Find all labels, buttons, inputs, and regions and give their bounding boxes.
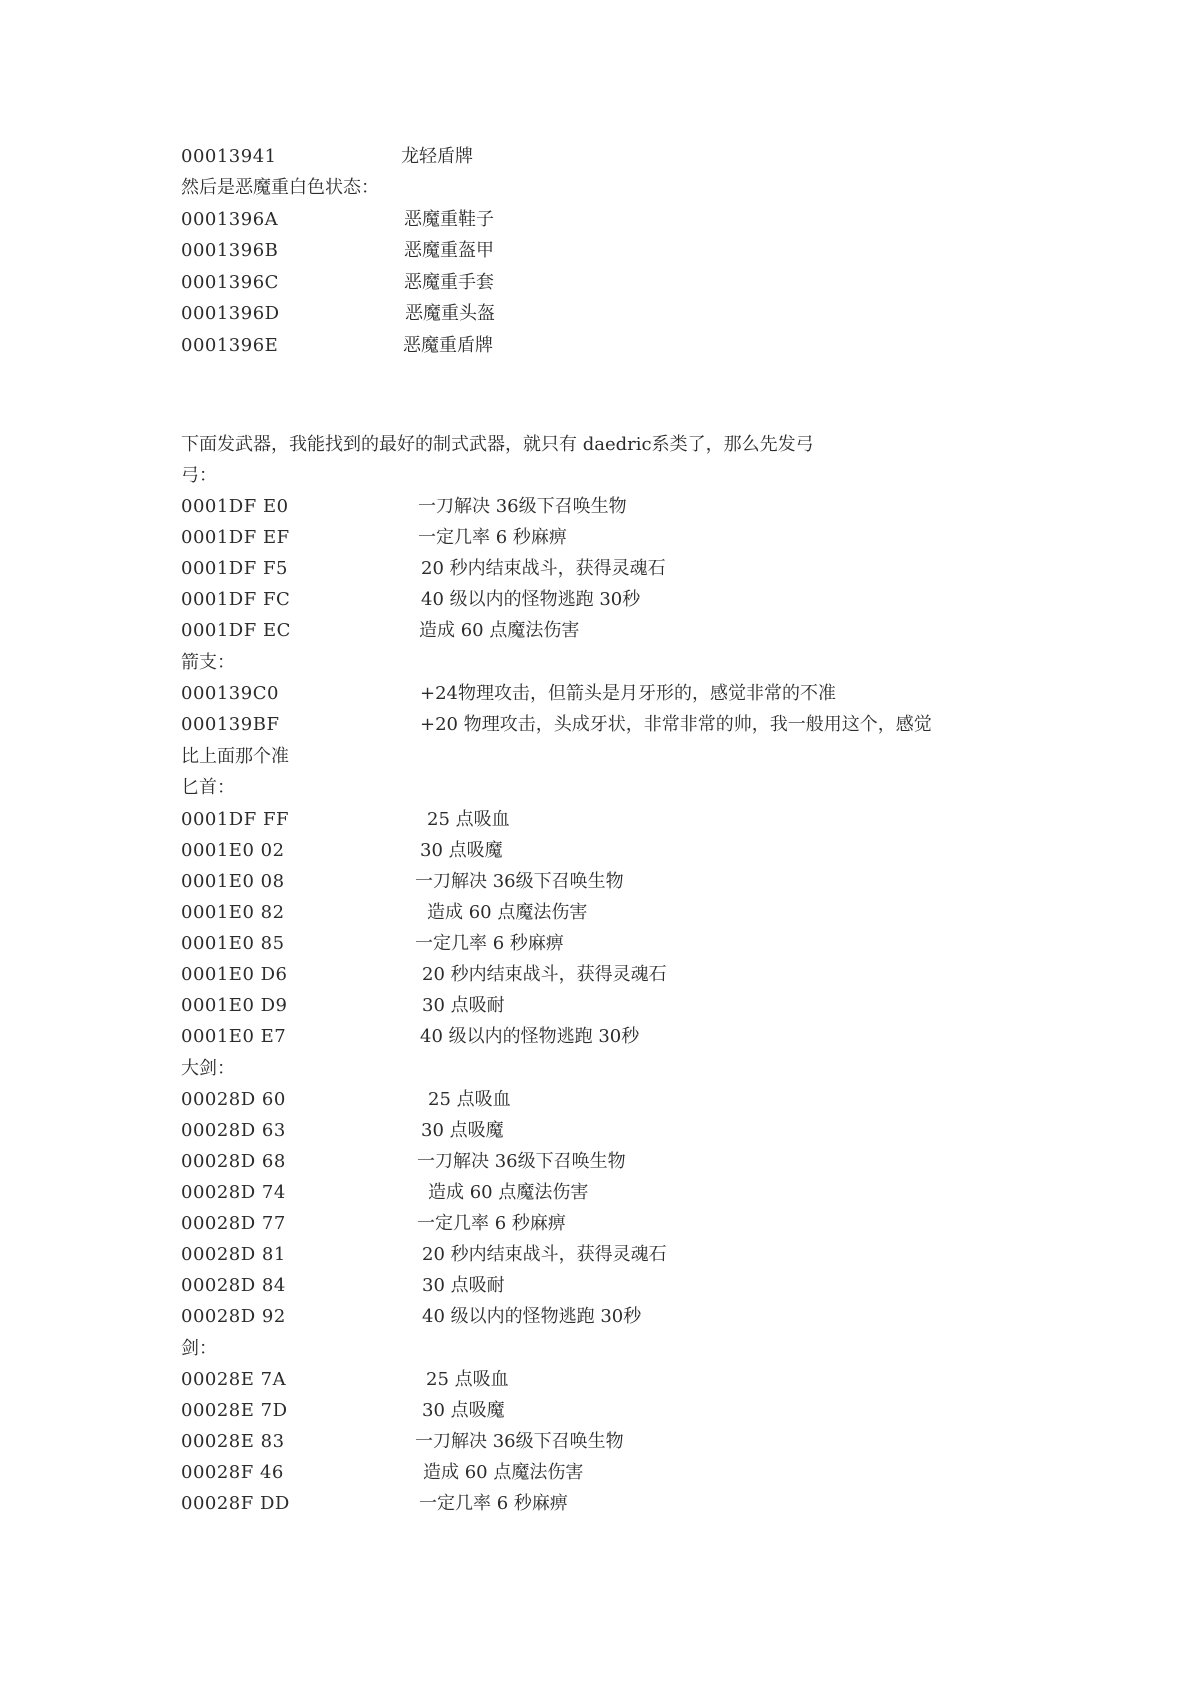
item-description: 25 点吸血 <box>427 809 510 830</box>
item-description: 40 级以内的怪物逃跑 30秒 <box>421 589 641 610</box>
item-code: 000139C0 <box>181 683 279 704</box>
item-description: 30 点吸耐 <box>422 995 505 1016</box>
item-code: 0001E0 E7 <box>181 1026 287 1047</box>
item-description: 龙轻盾牌 <box>401 146 473 167</box>
item-code: 00028D 84 <box>181 1275 286 1296</box>
item-code: 00028D 77 <box>181 1213 286 1234</box>
item-description: 30 点吸耐 <box>422 1275 505 1296</box>
item-code: 00028D 60 <box>181 1089 286 1110</box>
item-description: +24物理攻击，但箭头是月牙形的，感觉非常的不准 <box>420 683 836 704</box>
item-code: 0001396B <box>181 240 279 261</box>
paragraph-text: 比上面那个准 <box>181 746 289 767</box>
item-code: 0001396C <box>181 272 279 293</box>
item-code: 00028F DD <box>181 1493 290 1514</box>
item-code: 00028E 7A <box>181 1369 287 1390</box>
item-description: 造成 60 点魔法伤害 <box>428 1182 589 1203</box>
item-code: 00028F 46 <box>181 1462 284 1483</box>
item-description: 20 秒内结束战斗，获得灵魂石 <box>422 1244 667 1265</box>
item-description: 一刀解决 36级下召唤生物 <box>418 496 627 517</box>
item-description: 一定几率 6 秒麻痹 <box>419 1493 568 1514</box>
item-description: 恶魔重盔甲 <box>404 240 494 261</box>
item-description: 40 级以内的怪物逃跑 30秒 <box>422 1306 642 1327</box>
item-description: 一定几率 6 秒麻痹 <box>417 1213 566 1234</box>
item-description: 40 级以内的怪物逃跑 30秒 <box>420 1026 640 1047</box>
item-code: 00028D 92 <box>181 1306 286 1327</box>
paragraph-text: 下面发武器，我能找到的最好的制式武器，就只有 daedric系类了，那么先发弓 <box>181 434 814 455</box>
item-description: 20 秒内结束战斗，获得灵魂石 <box>422 964 667 985</box>
item-description: 一刀解决 36级下召唤生物 <box>415 1431 624 1452</box>
item-description: 恶魔重手套 <box>404 272 494 293</box>
item-description: 30 点吸魔 <box>420 840 503 861</box>
item-code: 0001E0 85 <box>181 933 285 954</box>
item-code: 0001DF EF <box>181 527 290 548</box>
heading-text: 剑： <box>181 1338 217 1359</box>
item-code: 0001DF EC <box>181 620 291 641</box>
heading-text: 然后是恶魔重白色状态： <box>181 177 379 198</box>
item-description: 一刀解决 36级下召唤生物 <box>415 871 624 892</box>
item-description: 20 秒内结束战斗，获得灵魂石 <box>421 558 666 579</box>
item-code: 0001396E <box>181 335 279 356</box>
item-description: 25 点吸血 <box>426 1369 509 1390</box>
item-description: 恶魔重头盔 <box>405 303 495 324</box>
item-code: 00028E 83 <box>181 1431 285 1452</box>
item-description: 30 点吸魔 <box>421 1120 504 1141</box>
item-code: 0001E0 82 <box>181 902 285 923</box>
heading-text: 匕首： <box>181 777 235 798</box>
item-description: 造成 60 点魔法伤害 <box>419 620 580 641</box>
item-code: 0001DF E0 <box>181 496 289 517</box>
item-code: 0001DF FC <box>181 589 291 610</box>
item-code: 00028D 63 <box>181 1120 286 1141</box>
item-code: 00028D 74 <box>181 1182 286 1203</box>
item-code: 00013941 <box>181 146 277 167</box>
item-code: 00028E 7D <box>181 1400 288 1421</box>
item-description: 恶魔重盾牌 <box>403 335 493 356</box>
item-description: 恶魔重鞋子 <box>404 209 494 230</box>
item-description: +20 物理攻击，头成牙状，非常非常的帅，我一般用这个，感觉 <box>420 714 932 735</box>
item-description: 造成 60 点魔法伤害 <box>427 902 588 923</box>
item-code: 0001396D <box>181 303 280 324</box>
item-description: 25 点吸血 <box>428 1089 511 1110</box>
item-code: 00028D 68 <box>181 1151 286 1172</box>
item-description: 30 点吸魔 <box>422 1400 505 1421</box>
item-description: 一定几率 6 秒麻痹 <box>415 933 564 954</box>
item-code: 000139BF <box>181 714 280 735</box>
item-code: 0001396A <box>181 209 279 230</box>
item-description: 一刀解决 36级下召唤生物 <box>417 1151 626 1172</box>
heading-text: 弓： <box>181 465 217 486</box>
item-code: 0001E0 D9 <box>181 995 288 1016</box>
item-code: 0001E0 02 <box>181 840 285 861</box>
item-code: 0001DF FF <box>181 809 289 830</box>
item-code: 00028D 81 <box>181 1244 286 1265</box>
item-code: 0001DF F5 <box>181 558 288 579</box>
heading-text: 箭支： <box>181 652 235 673</box>
heading-text: 大剑： <box>181 1058 235 1079</box>
item-description: 一定几率 6 秒麻痹 <box>418 527 567 548</box>
item-code: 0001E0 08 <box>181 871 285 892</box>
item-description: 造成 60 点魔法伤害 <box>423 1462 584 1483</box>
item-code: 0001E0 D6 <box>181 964 288 985</box>
